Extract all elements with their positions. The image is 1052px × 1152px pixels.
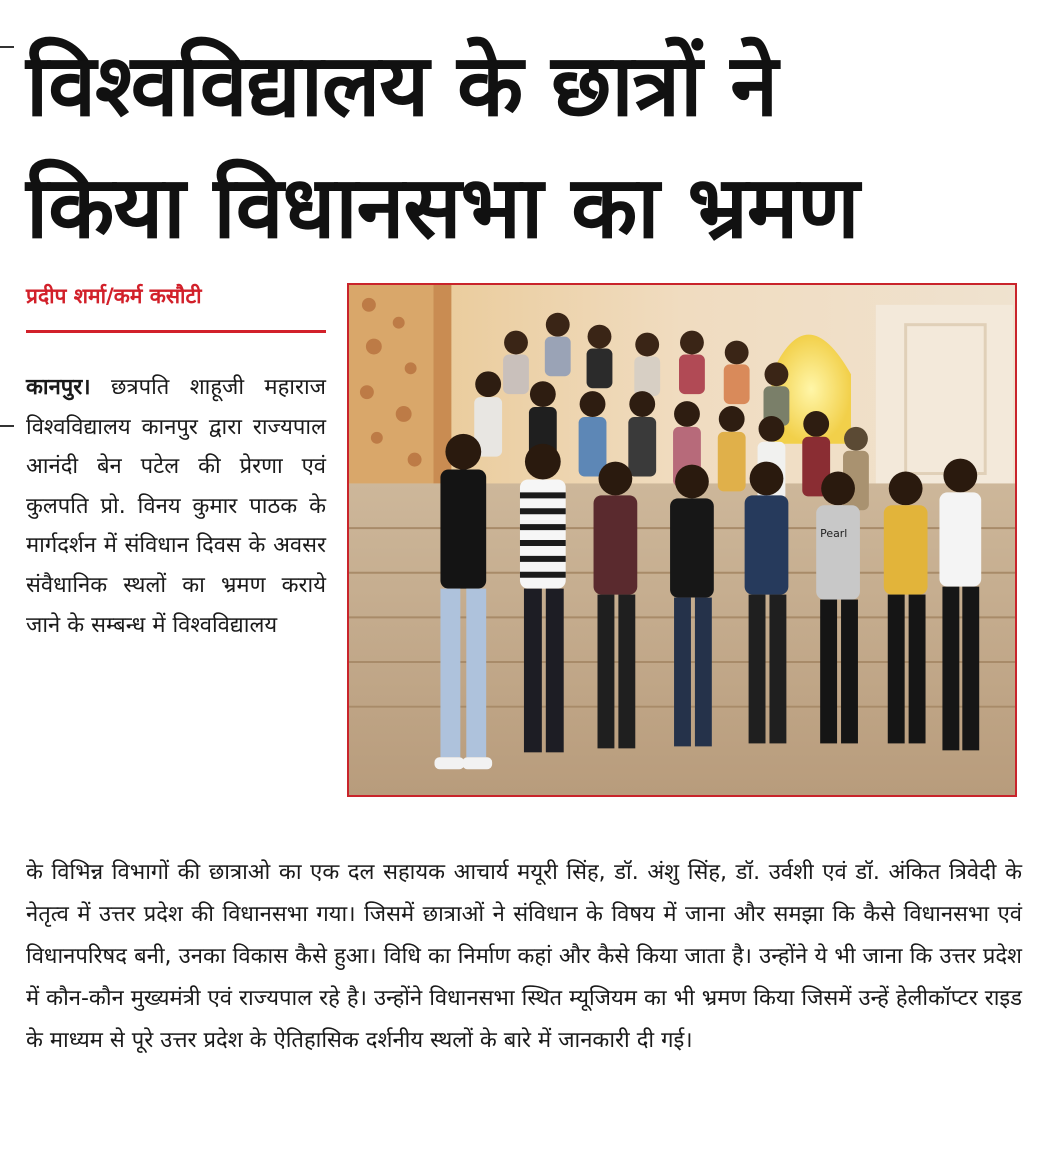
article-body-continued: के विभिन्न विभागों की छात्राओ का एक दल सहायक आचार्य मयूरी सिंह, डॉ. अंशु सिंह, डॉ. उर्वशी एवं डॉ. अंकित त्रिवेदी के नेतृत्व में उत्तर प्रदेश की विधानसभा गया। जिसमें छात्राओं ने संविधान के विषय में जाना और समझा कि कैसे विधानसभा एवं विधानपरिषद बनी, उनका विकास कैसे हुआ। विधि का निर्माण कहां और कैसे किया जाता है। उन्होंने ये भी जाना कि उत्तर प्रदेश में कौन-कौन मुख्यमंत्री एवं राज्यपाल रहे है। उन्होंने विधानसभा स्थित म्यूजियम का भी भ्रमण किया जिसमें उन्हें हेलीकॉप्टर राइड के माध्यम से पूरे उत्तर प्रदेश के ऐतिहासिक दर्शनीय स्थलों के बारे में जानकारी दी गई।: [26, 860, 1022, 1053]
shirt-text: Pearl: [820, 527, 848, 541]
dateline-place: कानपुर।: [26, 375, 91, 400]
article-column-text: [26, 368, 326, 645]
byline-divider: [26, 330, 326, 333]
byline: प्रदीप शर्मा/कर्म कसौटी: [26, 284, 202, 308]
article-column-body: छत्रपति शाहूजी महाराज विश्वविद्यालय कानपुर द्वारा राज्यपाल आनंदी बेन पटेल की प्रेरणा एवं कुलपति प्रो. विनय कुमार पाठक के मार्गदर्शन में संविधान दिवस के अवसर संवैधानिक स्थलों का भ्रमण कराये जाने के सम्बन्ध में विश्वविद्यालय: [26, 375, 326, 638]
headline-line-2: किया विधानसभा का भ्रमण: [26, 158, 859, 258]
crop-mark-middle: [0, 425, 14, 427]
group-photo-illustration: [349, 285, 1015, 795]
news-photo: [347, 283, 1017, 797]
headline-line-1: विश्वविद्यालय के छात्रों ने: [26, 36, 778, 136]
crop-mark-top: [0, 46, 14, 48]
